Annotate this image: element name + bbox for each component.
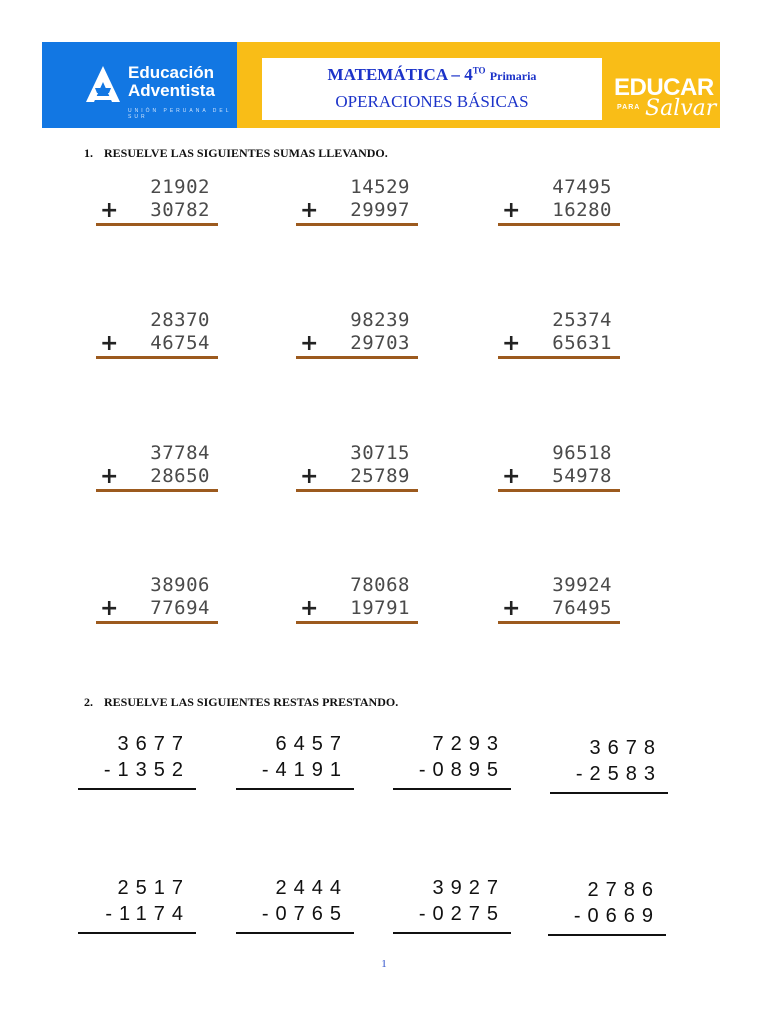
minuend: 7293 <box>432 733 505 755</box>
addition-problem <box>498 309 620 369</box>
title-level: Primaria <box>489 69 537 83</box>
sum-line <box>296 356 418 359</box>
subtrahend: -0275 <box>418 903 505 925</box>
sum-line <box>96 223 218 226</box>
addend-top: 38906 <box>150 574 210 596</box>
sum-line <box>296 621 418 624</box>
addend-top: 96518 <box>552 442 612 464</box>
addend-top: 21902 <box>150 176 210 198</box>
difference-line <box>236 788 354 790</box>
title-box <box>262 58 602 120</box>
subtrahend: -0765 <box>261 903 348 925</box>
addend-top: 25374 <box>552 309 612 331</box>
subtraction-problem <box>393 733 511 795</box>
difference-line <box>78 788 196 790</box>
difference-line <box>548 934 666 936</box>
subtraction-problem <box>548 879 666 941</box>
logo-text-line1: Educación <box>128 63 214 82</box>
educacion-adventista-logo-icon <box>86 66 120 102</box>
plus-sign: + <box>502 331 521 356</box>
sum-line <box>96 356 218 359</box>
subtrahend: -2583 <box>575 763 662 785</box>
logo-text-line2: Adventista <box>128 81 215 100</box>
sum-line <box>498 356 620 359</box>
addend-bottom: 30782 <box>150 199 210 221</box>
addend-bottom: 29703 <box>350 332 410 354</box>
plus-sign: + <box>100 464 119 489</box>
addend-top: 39924 <box>552 574 612 596</box>
addition-problem <box>96 442 218 502</box>
sum-line <box>296 223 418 226</box>
subtraction-problem <box>236 877 354 939</box>
addition-problem <box>96 309 218 369</box>
minuend: 6457 <box>275 733 348 755</box>
subtraction-problem <box>78 877 196 939</box>
plus-sign: + <box>100 331 119 356</box>
addend-bottom: 77694 <box>150 597 210 619</box>
section2-heading-text: RESUELVE LAS SIGUIENTES RESTAS PRESTANDO. <box>104 695 399 709</box>
section1-number: 1. <box>84 146 93 160</box>
title-subject: MATEMÁTICA – <box>327 65 460 84</box>
subtrahend: -4191 <box>261 759 348 781</box>
subtrahend: -0669 <box>573 905 660 927</box>
plus-sign: + <box>100 198 119 223</box>
plus-sign: + <box>100 596 119 621</box>
addend-top: 98239 <box>350 309 410 331</box>
title-grade: 4 <box>464 65 473 84</box>
addition-problem <box>296 574 418 634</box>
document-title <box>262 65 602 85</box>
addend-bottom: 29997 <box>350 199 410 221</box>
subtraction-problem <box>78 733 196 795</box>
addend-bottom: 46754 <box>150 332 210 354</box>
addend-top: 78068 <box>350 574 410 596</box>
sum-line <box>498 621 620 624</box>
addend-bottom: 16280 <box>552 199 612 221</box>
subtraction-problem <box>550 737 668 799</box>
addend-top: 28370 <box>150 309 210 331</box>
brand-para: PARA <box>617 104 641 111</box>
sum-line <box>296 489 418 492</box>
header-banner <box>42 42 720 128</box>
addition-problem <box>498 574 620 634</box>
subtraction-problem <box>236 733 354 795</box>
section1-heading <box>84 146 388 161</box>
addend-top: 47495 <box>552 176 612 198</box>
sum-line <box>96 489 218 492</box>
addition-problem <box>498 442 620 502</box>
section1-heading-text: RESUELVE LAS SIGUIENTES SUMAS LLEVANDO. <box>104 146 388 160</box>
section2-number: 2. <box>84 695 93 709</box>
addition-problem <box>96 176 218 236</box>
brand-educar: EDUCAR <box>614 74 714 101</box>
subtraction-problem <box>393 877 511 939</box>
minuend: 2517 <box>117 877 190 899</box>
addend-bottom: 25789 <box>350 465 410 487</box>
plus-sign: + <box>502 198 521 223</box>
difference-line <box>393 788 511 790</box>
logo-panel <box>42 42 237 128</box>
document-subtitle: OPERACIONES BÁSICAS <box>335 92 529 111</box>
addition-problem <box>498 176 620 236</box>
addition-problem <box>296 309 418 369</box>
addend-bottom: 76495 <box>552 597 612 619</box>
difference-line <box>393 932 511 934</box>
sum-line <box>96 621 218 624</box>
title-grade-suffix: TO <box>472 65 486 76</box>
addend-bottom: 54978 <box>552 465 612 487</box>
plus-sign: + <box>300 331 319 356</box>
addition-problem <box>96 574 218 634</box>
difference-line <box>236 932 354 934</box>
minuend: 2786 <box>587 879 660 901</box>
addend-bottom: 65631 <box>552 332 612 354</box>
minuend: 3927 <box>432 877 505 899</box>
plus-sign: + <box>300 596 319 621</box>
addend-top: 37784 <box>150 442 210 464</box>
addend-top: 14529 <box>350 176 410 198</box>
plus-sign: + <box>300 198 319 223</box>
minuend: 3678 <box>589 737 662 759</box>
page-number: 1 <box>381 958 387 970</box>
addend-top: 30715 <box>350 442 410 464</box>
difference-line <box>550 792 668 794</box>
addend-bottom: 28650 <box>150 465 210 487</box>
subtrahend: -1174 <box>105 903 190 925</box>
brand-salvar: Salvar <box>645 96 717 121</box>
subtrahend: -0895 <box>418 759 505 781</box>
addition-problem <box>296 176 418 236</box>
minuend: 2444 <box>275 877 348 899</box>
plus-sign: + <box>300 464 319 489</box>
logo-subtext: UNIÓN PERUANA DEL SUR <box>128 108 232 120</box>
plus-sign: + <box>502 464 521 489</box>
sum-line <box>498 489 620 492</box>
plus-sign: + <box>502 596 521 621</box>
minuend: 3677 <box>117 733 190 755</box>
difference-line <box>78 932 196 934</box>
section2-heading <box>84 695 398 710</box>
sum-line <box>498 223 620 226</box>
subtrahend: -1352 <box>103 759 190 781</box>
addition-problem <box>296 442 418 502</box>
addend-bottom: 19791 <box>350 597 410 619</box>
